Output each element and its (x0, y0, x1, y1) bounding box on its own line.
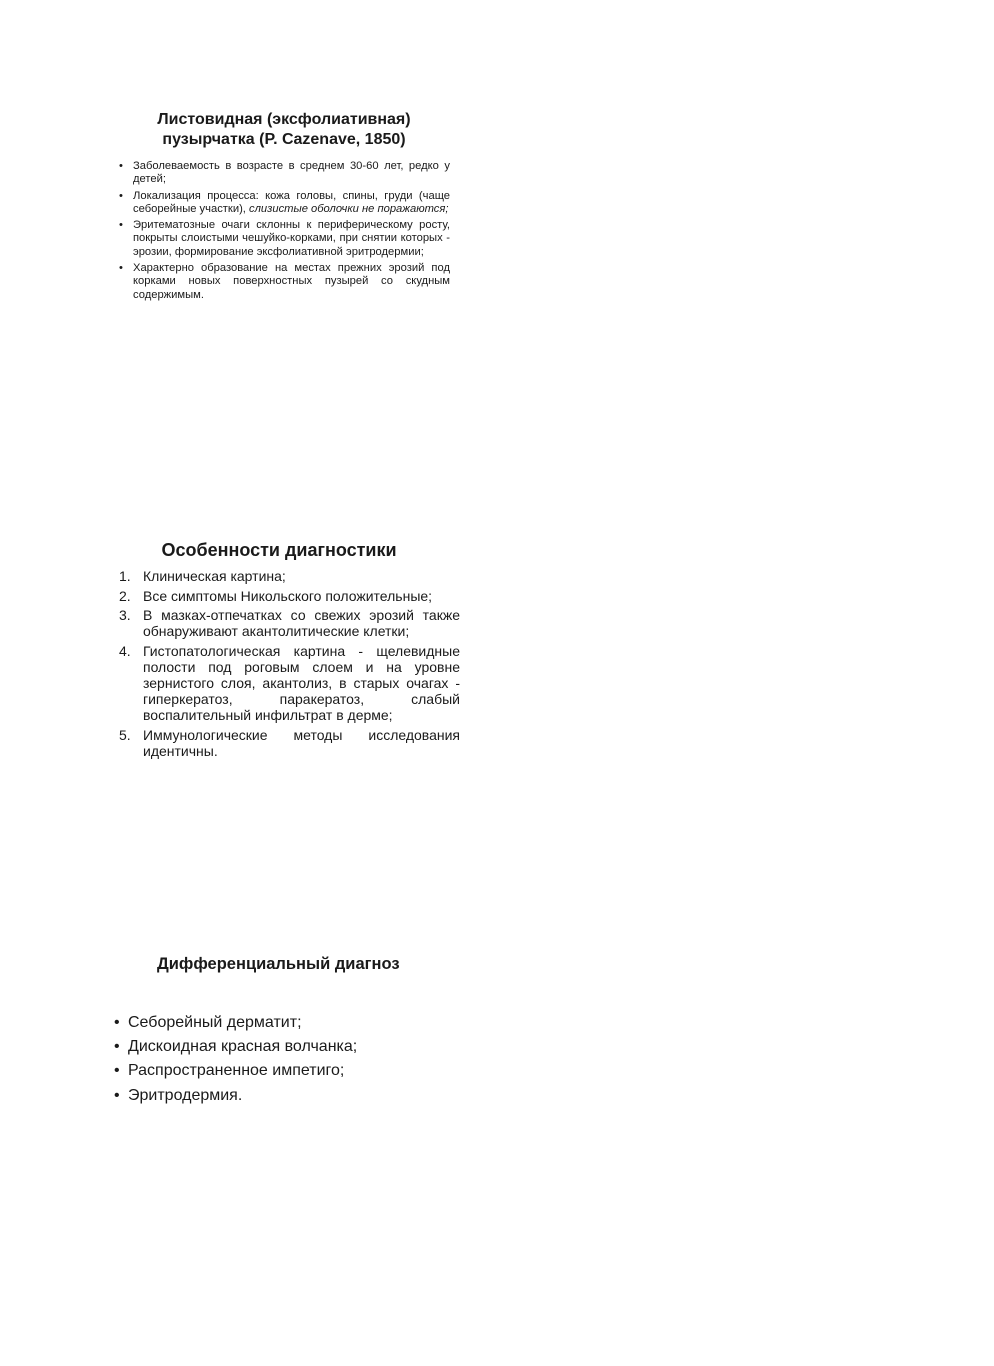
section-differential-diagnosis (113, 953, 473, 1110)
list-item (118, 727, 460, 759)
list-item (113, 1061, 473, 1080)
section-title: Дифференциальный диагноз (157, 955, 400, 973)
list-item-text: Характерно образование на местах прежних эрозий под корками новых поверхностных пузырей со скудным содержимым. (133, 262, 450, 301)
section-diagnostics (118, 538, 460, 762)
item-number: 1. (119, 568, 131, 584)
list-item (113, 1037, 473, 1056)
list-item (118, 160, 450, 187)
list-item (118, 568, 460, 584)
section-title (118, 110, 450, 150)
list-item-text: Дискоидная красная волчанка; (128, 1038, 358, 1056)
list-item-italic-text: слизистые оболочки не поражаются; (249, 202, 449, 215)
bullet-mark: • (119, 219, 123, 232)
item-number: 5. (119, 726, 131, 743)
list-item (113, 1013, 473, 1032)
list-item (118, 607, 460, 639)
bullet-mark: • (114, 1014, 120, 1031)
list-item (118, 643, 460, 723)
section-foliaceous-pemphigus (118, 110, 450, 305)
section-title: Особенности диагностики (161, 540, 397, 560)
item-number: 4. (119, 643, 131, 660)
bullet-mark: • (119, 189, 123, 202)
list-item-text: Локализация процесса: кожа головы, спины, груди (чаще себорейные участки), (133, 189, 450, 215)
bullet-mark: • (114, 1086, 120, 1104)
list-item-text: Иммунологические методы исследования идентичны. (143, 726, 460, 759)
list-item (113, 1086, 473, 1105)
list-item-text: Все симптомы Никольского положительные; (143, 587, 433, 604)
numbered-list (118, 568, 460, 759)
list-item (118, 219, 450, 259)
list-item (118, 588, 460, 604)
list-item-text: Эритематозные очаги склонны к периферическому росту, покрыты слоистыми чешуйко-корками, при снятии которых - эрозии, формирование эксфолиативной эритродермии; (133, 219, 450, 258)
list-item-text: Распространенное импетиго; (128, 1062, 345, 1080)
list-item (118, 262, 450, 302)
list-item-text: В мазках-отпечатках со свежих эрозий также обнаруживают акантолитические клетки; (143, 607, 460, 640)
bullet-list (113, 1013, 473, 1105)
list-item-text: Гистопатологическая картина - щелевидные полости под роговым слоем и на уровне зернистого слоя, акантолиз, в старых очагах - гиперкератоз, паракератоз, слабый воспалительный инфильтрат в дерме; (143, 643, 460, 724)
bullet-mark: • (119, 160, 123, 172)
item-number: 2. (119, 587, 131, 604)
list-item-text: Эритродермия. (128, 1086, 243, 1104)
title-line-1: Листовидная (эксфолиативная) (157, 111, 411, 128)
list-item (118, 190, 450, 217)
bullet-mark: • (114, 1038, 120, 1056)
list-item-text: Клиническая картина; (143, 568, 286, 584)
title-line-2: пузырчатка (P. Cazenave, 1850) (162, 131, 406, 148)
list-item-text: Заболеваемость в возрасте в среднем 30-60 лет, редко у детей; (133, 160, 450, 186)
item-number: 3. (119, 607, 131, 624)
list-item-text: Себорейный дерматит; (128, 1014, 302, 1031)
bullet-list (118, 160, 450, 302)
bullet-mark: • (119, 262, 123, 275)
bullet-mark: • (114, 1062, 120, 1080)
